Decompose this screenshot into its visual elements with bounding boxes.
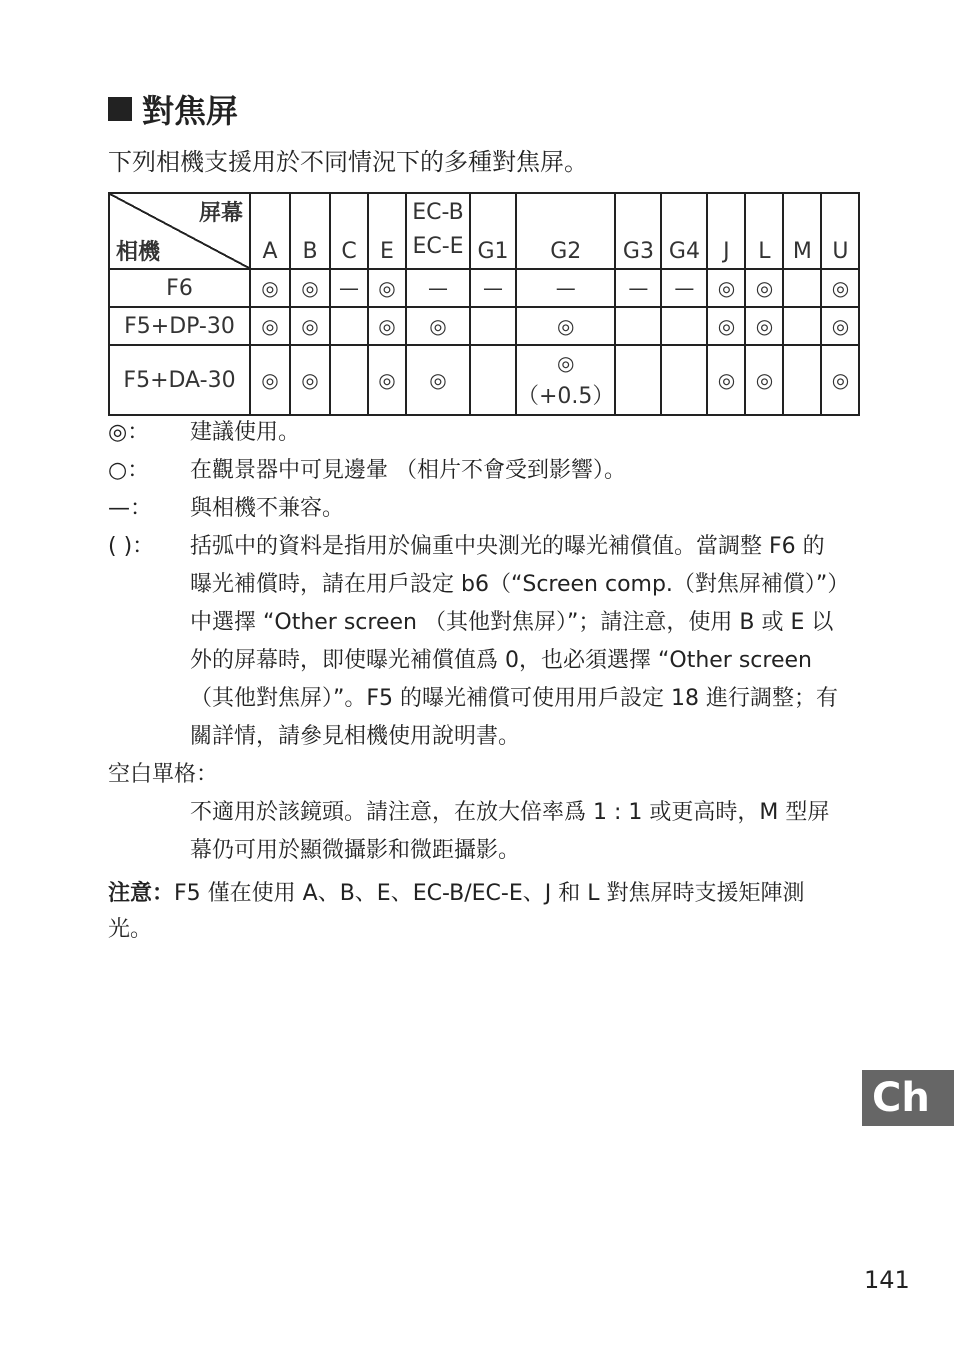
cell-c bbox=[330, 307, 368, 345]
col-header-g2: G2 bbox=[516, 193, 615, 269]
cell-ec: ◎ bbox=[406, 345, 470, 415]
note-paragraph bbox=[108, 876, 848, 948]
cell-g1 bbox=[470, 307, 516, 345]
col-header-c: C bbox=[330, 193, 368, 269]
page-number: 141 bbox=[864, 1266, 910, 1294]
cell-g4: — bbox=[661, 269, 707, 307]
cell-l: ◎ bbox=[745, 307, 783, 345]
cell-g1 bbox=[470, 345, 516, 415]
blank-cell-text: 不適用於該鏡頭。請注意，在放大倍率爲 1 : 1 或更高時，M 型屏幕仍可用於顯微攝影和微距攝影。 bbox=[190, 800, 830, 863]
cell-e: ◎ bbox=[368, 345, 406, 415]
focusing-screen-table bbox=[108, 192, 860, 416]
cell-b: ◎ bbox=[290, 345, 330, 415]
cell-ec: — bbox=[406, 269, 470, 307]
cell-j: ◎ bbox=[707, 307, 745, 345]
col-header-a: A bbox=[250, 193, 290, 269]
note-text: F5 僅在使用 A、B、E、EC-B/EC-E、J 和 L 對焦屏時支援矩陣測光。 bbox=[108, 881, 805, 942]
col-header-u: U bbox=[821, 193, 859, 269]
cell-g3 bbox=[615, 345, 661, 415]
cell-a: ◎ bbox=[250, 269, 290, 307]
legend-key: —： bbox=[108, 496, 153, 521]
camera-cell: F5+DA-30 bbox=[109, 345, 250, 415]
col-header-ec bbox=[406, 193, 470, 269]
table-header-row bbox=[109, 193, 859, 269]
cell-u: ◎ bbox=[821, 269, 859, 307]
blank-cell-label: 空白單格： bbox=[108, 762, 219, 787]
camera-cell: F5+DP-30 bbox=[109, 307, 250, 345]
col-header-e: E bbox=[368, 193, 406, 269]
table-row bbox=[109, 269, 859, 307]
col-header-j: J bbox=[707, 193, 745, 269]
table-row bbox=[109, 307, 859, 345]
cell-b: ◎ bbox=[290, 269, 330, 307]
cell-l: ◎ bbox=[745, 345, 783, 415]
cell-u: ◎ bbox=[821, 307, 859, 345]
cell-b: ◎ bbox=[290, 307, 330, 345]
section-heading-text: 對焦屏 bbox=[142, 92, 239, 130]
legend-text: 在觀景器中可見邊暈 （相片不會受到影響）。 bbox=[190, 458, 626, 483]
col-header-b: B bbox=[290, 193, 330, 269]
legend-key: ◎： bbox=[108, 420, 150, 445]
cell-c: — bbox=[330, 269, 368, 307]
cell-a: ◎ bbox=[250, 307, 290, 345]
cell-m bbox=[783, 307, 821, 345]
cell-m bbox=[783, 345, 821, 415]
cell-g1: — bbox=[470, 269, 516, 307]
corner-label-screen: 屏幕 bbox=[198, 201, 243, 226]
cell-g3 bbox=[615, 307, 661, 345]
cell-g3: — bbox=[615, 269, 661, 307]
cell-j: ◎ bbox=[707, 269, 745, 307]
square-bullet-icon bbox=[108, 97, 132, 121]
cell-g2: — bbox=[516, 269, 615, 307]
note-label: 注意： bbox=[108, 881, 175, 906]
col-header-g4: G4 bbox=[661, 193, 707, 269]
cell-a: ◎ bbox=[250, 345, 290, 415]
legend-key: ○： bbox=[108, 458, 150, 483]
cell-m bbox=[783, 269, 821, 307]
col-header-ece: EC-E bbox=[412, 234, 464, 259]
legend-text: 與相機不兼容。 bbox=[190, 496, 345, 521]
col-header-ecb: EC-B bbox=[412, 200, 464, 225]
col-header-m: M bbox=[783, 193, 821, 269]
cell-e: ◎ bbox=[368, 307, 406, 345]
cell-g4 bbox=[661, 307, 707, 345]
cell-c bbox=[330, 345, 368, 415]
legend-text: 括弧中的資料是指用於偏重中央測光的曝光補償值。當調整 F6 的曝光補償時，請在用戶設定 b6（“Screen comp.（對焦屏補償）”）中選擇 “Other screen （其他對焦屏）”；請注意，使用 B 或 E 以外的屏幕時，即使曝光補償值爲 0，也必須選擇 “Other screen （其他對焦屏）”。F5 的曝光補償可使用用戶設定 18 進行調整；有關詳情，請參見相機使用說明書。 bbox=[190, 534, 839, 749]
legend-text: 建議使用。 bbox=[190, 420, 301, 445]
cell-j: ◎ bbox=[707, 345, 745, 415]
legend-key: ( )： bbox=[108, 534, 155, 559]
corner-label-camera: 相機 bbox=[116, 240, 161, 265]
cell-g2-symbol: ◎ bbox=[556, 351, 575, 375]
cell-ec: ◎ bbox=[406, 307, 470, 345]
cell-u: ◎ bbox=[821, 345, 859, 415]
section-heading bbox=[108, 86, 238, 132]
table-row bbox=[109, 345, 859, 415]
cell-g2-compensation: （+0.5） bbox=[517, 384, 615, 409]
cell-g2: ◎ bbox=[516, 307, 615, 345]
col-header-l: L bbox=[745, 193, 783, 269]
cell-g4 bbox=[661, 345, 707, 415]
camera-cell: F6 bbox=[109, 269, 250, 307]
table-corner-cell bbox=[109, 193, 250, 269]
intro-paragraph: 下列相機支援用於不同情況下的多種對焦屏。 bbox=[108, 148, 588, 176]
col-header-g1: G1 bbox=[470, 193, 516, 269]
cell-l: ◎ bbox=[745, 269, 783, 307]
cell-g2 bbox=[516, 345, 615, 415]
cell-e: ◎ bbox=[368, 269, 406, 307]
chapter-tab: Ch bbox=[862, 1070, 954, 1126]
col-header-g3: G3 bbox=[615, 193, 661, 269]
